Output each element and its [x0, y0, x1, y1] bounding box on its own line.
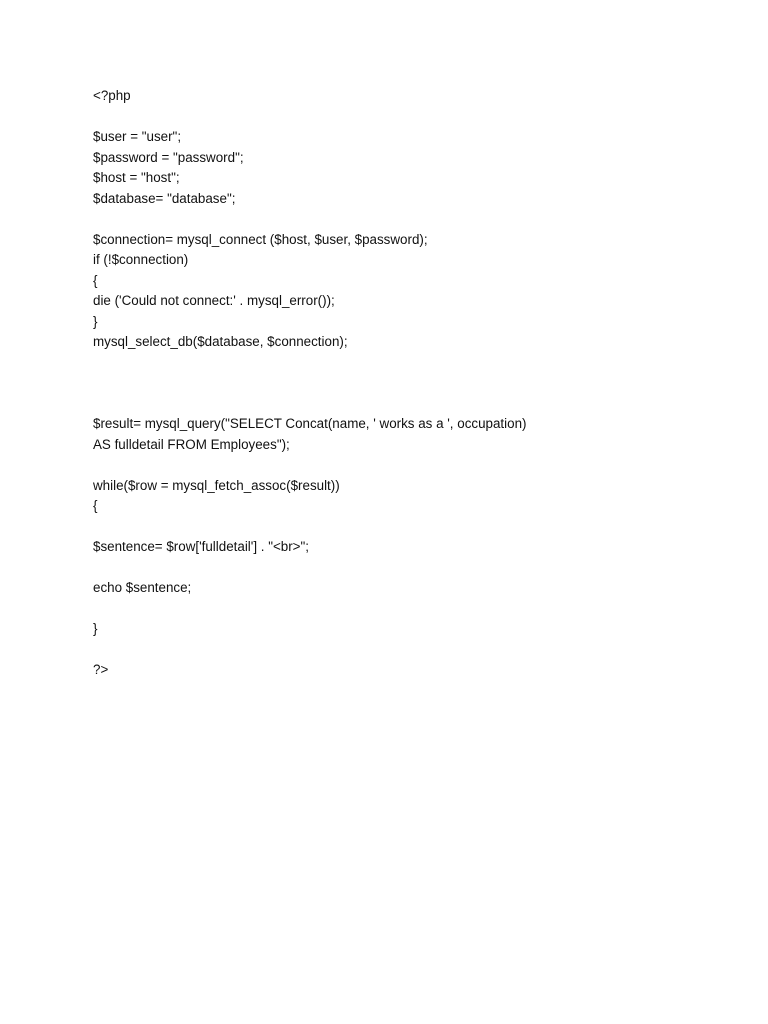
code-line: $password = "password"; [93, 149, 244, 165]
code-line: AS fulldetail FROM Employees"); [93, 436, 290, 452]
code-line: echo $sentence; [93, 580, 192, 595]
code-line: $connection= mysql_connect ($host, $user, $password); [93, 231, 428, 247]
code-line: if (!$connection) [93, 252, 189, 267]
code-line: $database= "database"; [93, 190, 236, 206]
code-line: } [93, 621, 98, 636]
code-line: mysql_select_db($database, $connection); [93, 334, 348, 349]
code-line [93, 394, 713, 415]
code-line: { [93, 498, 98, 513]
code-line [93, 455, 713, 476]
code-line: <?php [93, 88, 131, 103]
code-line: $sentence= $row['fulldetail'] . "<br>"; [93, 539, 309, 554]
code-line [93, 558, 713, 579]
code-line: } [93, 313, 98, 329]
code-line [93, 353, 713, 374]
code-line [93, 640, 713, 661]
code-line [93, 599, 713, 620]
code-line: while($row = mysql_fetch_assoc($result)) [93, 477, 340, 493]
code-line: $result= mysql_query("SELECT Concat(name, ' works as a ', occupation) [93, 416, 527, 431]
code-line: $user = "user"; [93, 129, 182, 144]
php-code-block [93, 86, 713, 681]
code-line [93, 373, 713, 394]
code-line: ?> [93, 662, 109, 677]
code-line: die ('Could not connect:' . mysql_error()); [93, 293, 335, 308]
code-line [93, 209, 713, 230]
code-line [93, 107, 713, 128]
code-line [93, 517, 713, 538]
code-line: { [93, 272, 98, 288]
code-line: $host = "host"; [93, 170, 180, 185]
